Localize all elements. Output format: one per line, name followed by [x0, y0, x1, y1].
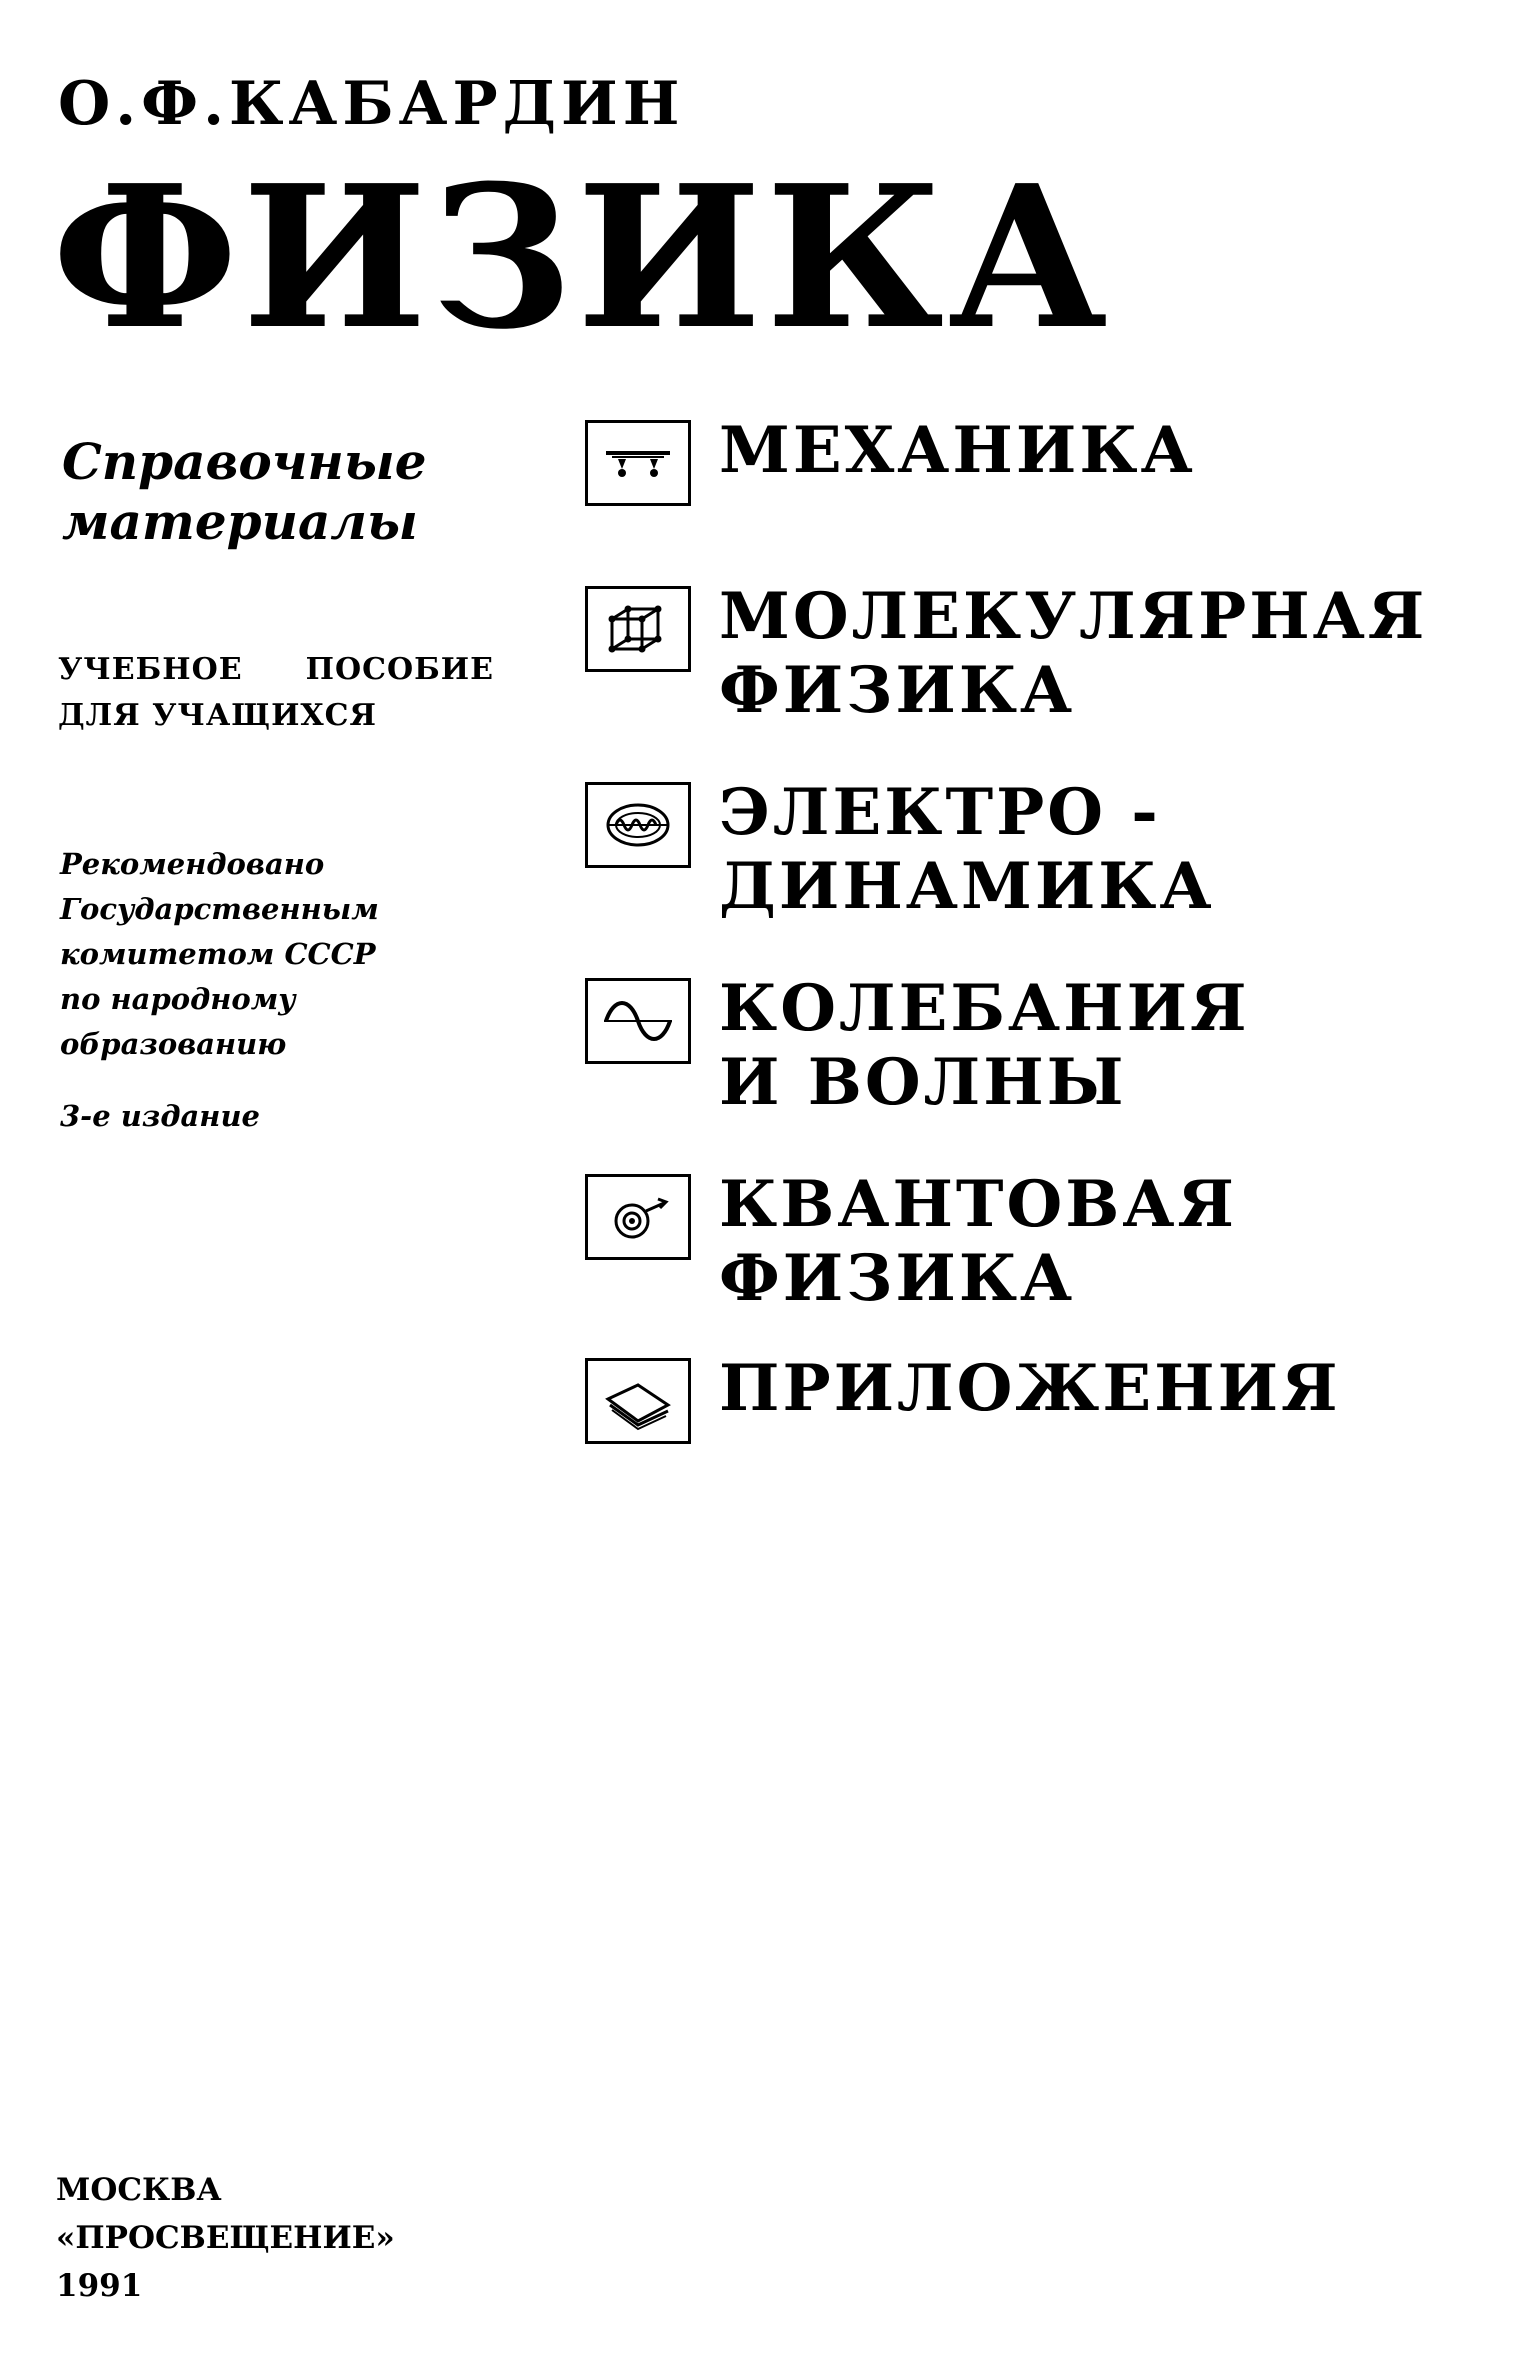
quantum-physics-icon: [585, 1174, 691, 1260]
section-label: [719, 776, 1215, 924]
book-subtitle: [62, 432, 482, 552]
section-label: [719, 414, 1196, 488]
section-label-line: ДИНАМИКА: [719, 849, 1215, 924]
section-molecular-physics: [585, 580, 1485, 728]
subtitle-line: Справочные: [62, 432, 427, 491]
edition-label: 3-е издание: [60, 1099, 260, 1133]
oscillations-waves-icon: [585, 978, 691, 1064]
section-label-line: МОЛЕКУЛЯРНАЯ: [719, 579, 1428, 654]
section-oscillations-waves: [585, 972, 1485, 1120]
section-label-line: МЕХАНИКА: [719, 413, 1196, 488]
purpose-line: ДЛЯ УЧАЩИХСЯ: [58, 698, 378, 733]
section-label-line: КВАНТОВАЯ: [719, 1167, 1237, 1242]
publisher-imprint: [56, 2166, 395, 2310]
recommendation-line: образованию: [60, 1027, 287, 1061]
purpose-word: УЧЕБНОЕ: [58, 652, 243, 687]
section-appendix: [585, 1352, 1485, 1444]
electrodynamics-icon: [585, 782, 691, 868]
mechanics-icon: [585, 420, 691, 506]
recommendation-line: Государственным: [60, 892, 379, 926]
section-electrodynamics: [585, 776, 1485, 924]
section-label-line: И ВОЛНЫ: [719, 1045, 1127, 1120]
section-label-line: ФИЗИКА: [719, 653, 1076, 728]
recommendation-line: Рекомендовано: [60, 847, 325, 881]
section-label-line: ПРИЛОЖЕНИЯ: [719, 1351, 1341, 1426]
section-label: [719, 1168, 1237, 1316]
section-label-line: ЭЛЕКТРО -: [719, 775, 1161, 850]
purpose-word: ПОСОБИЕ: [305, 652, 494, 687]
section-label: [719, 580, 1427, 728]
section-label: [719, 1352, 1341, 1426]
imprint-publisher: «ПРОСВЕЩЕНИЕ»: [56, 2220, 395, 2256]
appendix-icon: [585, 1358, 691, 1444]
imprint-year: 1991: [56, 2268, 143, 2304]
section-label: [719, 972, 1250, 1120]
section-label-line: КОЛЕБАНИЯ: [719, 971, 1250, 1046]
section-mechanics: [585, 414, 1485, 506]
recommendation-note: [60, 842, 460, 1067]
book-purpose: [58, 647, 508, 739]
book-title: ФИЗИКА: [52, 143, 1112, 373]
subtitle-line: материалы: [62, 492, 418, 551]
section-label-line: ФИЗИКА: [719, 1241, 1076, 1316]
molecular-physics-icon: [585, 586, 691, 672]
author-name: О.Ф.КАБАРДИН: [58, 69, 685, 139]
section-quantum-physics: [585, 1168, 1485, 1316]
recommendation-line: по народному: [60, 982, 296, 1016]
imprint-city: МОСКВА: [56, 2172, 222, 2208]
recommendation-line: комитетом СССР: [60, 937, 376, 971]
